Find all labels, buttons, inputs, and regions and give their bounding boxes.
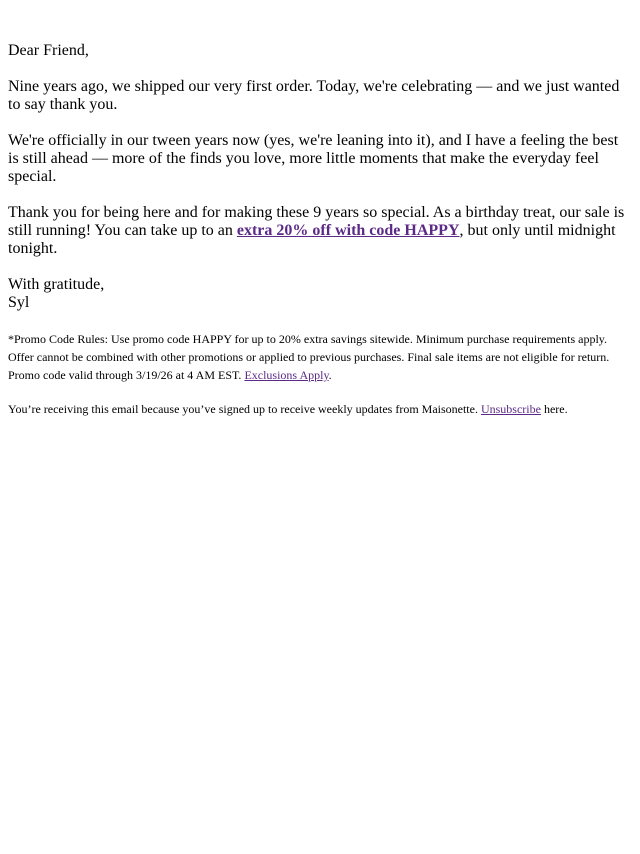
footer-end: here.	[540, 402, 568, 416]
signature: Syl	[8, 294, 30, 311]
footer-text: You’re receiving this email because you’ve signed up to receive weekly updates from Maisonette.	[8, 402, 481, 416]
paragraph-promo	[8, 204, 632, 258]
footer-notice	[8, 400, 632, 418]
promo-code-rules	[8, 330, 632, 384]
greeting: Dear Friend,	[8, 42, 89, 59]
paragraph-anniversary: Nine years ago, we shipped our very first order. Today, we're celebrating — and we just wanted to say thank you.	[8, 78, 620, 113]
paragraph-tween-years: We're officially in our tween years now (yes, we're leaning into it), and I have a feeling the best is still ahead — more of the finds you love, more little moments that make the everyday feel special.	[8, 132, 619, 185]
unsubscribe-link[interactable]: Unsubscribe	[480, 402, 541, 416]
rules-end: .	[328, 368, 332, 382]
promo-code-link[interactable]: extra 20% off with code HAPPY	[236, 222, 460, 239]
exclusions-apply-link[interactable]: Exclusions Apply	[244, 368, 329, 382]
email-body	[0, 0, 640, 418]
signoff: With gratitude,	[8, 276, 105, 293]
promo-text-after: , but only until midnight tonight.	[8, 222, 616, 257]
rules-text: *Promo Code Rules: Use promo code HAPPY for up to 20% extra savings sitewide. Minimum purchase requirements apply. Offer cannot be combined with other promotions or applied to previous purchases. Final sale items are not eligible for return. Promo code valid through 3/19/26 at 4 AM EST.	[8, 332, 610, 382]
promo-text-before: Thank you for being here and for making these 9 years so special. As a birthday treat, our sale is still running! You can take up to an	[8, 204, 625, 239]
